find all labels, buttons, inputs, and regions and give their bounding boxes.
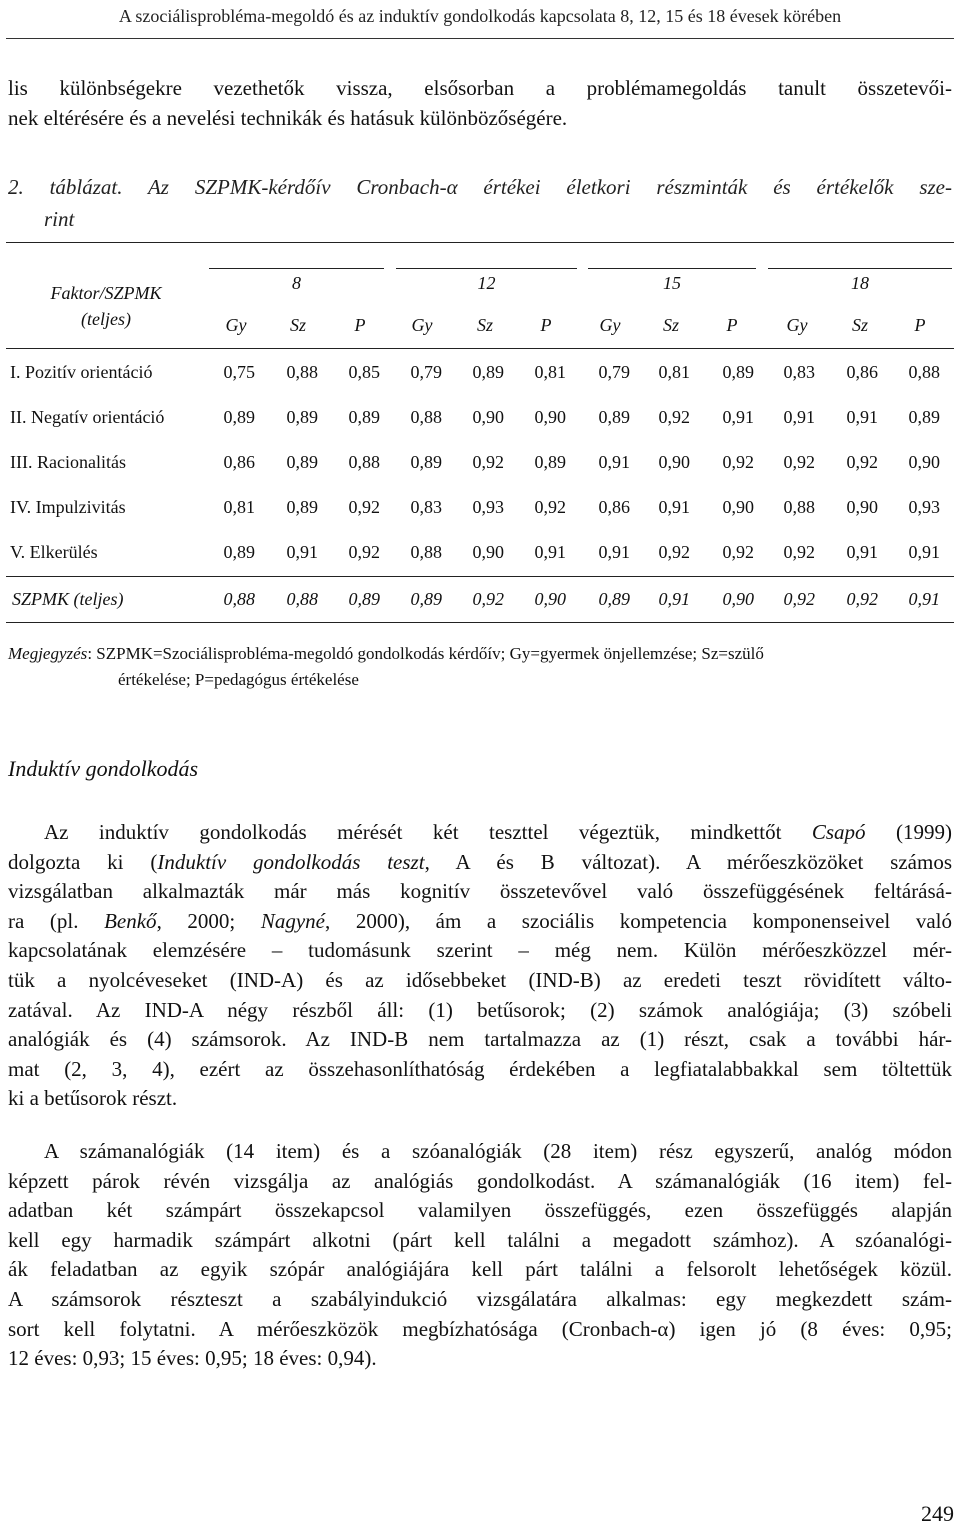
table-cell: 0,89 xyxy=(534,452,566,472)
table-total-rule xyxy=(6,576,954,577)
table-cell: 0,90 xyxy=(722,497,754,517)
age-group-rule xyxy=(768,268,952,269)
table-cell: 0,89 xyxy=(348,407,380,427)
text-line: kell egy harmadik számpárt alkotni (párt kell találni a megadott számhoz). A szóanalógi- xyxy=(8,1227,952,1252)
table-cell: 0,81 xyxy=(223,497,255,517)
table-cell: 0,93 xyxy=(472,497,504,517)
running-head: A szociálisprobléma-megoldó és az induktív gondolkodás kapcsolata 8, 12, 15 és 18 évesek körében xyxy=(118,6,842,26)
age-group-rule xyxy=(209,268,384,269)
table-cell: 0,91 xyxy=(598,542,630,562)
rater-label: Gy xyxy=(786,315,808,335)
table-cell: 0,92 xyxy=(348,542,380,562)
section-heading: Induktív gondolkodás xyxy=(8,756,199,781)
rater-label: Gy xyxy=(225,315,247,335)
table-cell: 0,92 xyxy=(783,542,815,562)
row-label: IV. Impulzivitás xyxy=(10,497,126,517)
total-cell: 0,91 xyxy=(908,589,940,609)
citation: Induktív gondolkodás teszt xyxy=(157,849,425,874)
rater-label: Sz xyxy=(289,315,306,335)
text-line: A számanalógiák (14 item) és a szóanalógiák (28 item) rész egyszerű, analóg módon xyxy=(44,1139,952,1163)
age-group-label: 8 xyxy=(292,273,301,293)
rater-label: P xyxy=(726,315,738,335)
paragraph-inductive xyxy=(8,818,952,1114)
rater-label: Sz xyxy=(662,315,679,335)
text-line: ki a betűsorok részt. xyxy=(8,1086,178,1111)
rater-label: P xyxy=(354,315,366,335)
table-cell: 0,92 xyxy=(472,452,504,472)
text-line: dolgozta ki (Induktív gondolkodás teszt, A és B változat). A mérőeszközöket számos xyxy=(8,849,953,874)
table-cell: 0,92 xyxy=(722,452,754,472)
table-cell: 0,88 xyxy=(286,362,318,382)
age-group-label: 15 xyxy=(663,273,681,293)
table-note xyxy=(8,641,952,693)
table-cell: 0,89 xyxy=(286,407,318,427)
text-line: tük a nyolcéveseket (IND-A) és az idősebbeket (IND-B) az eredeti teszt rövidített válto- xyxy=(8,967,952,992)
rater-label: P xyxy=(540,315,552,335)
total-cell: 0,90 xyxy=(534,589,566,609)
table-cell: 0,91 xyxy=(722,407,754,427)
table-cell: 0,89 xyxy=(223,407,255,427)
page-number: 249 xyxy=(921,1501,954,1526)
table-cell: 0,89 xyxy=(223,542,255,562)
age-group-label: 18 xyxy=(851,273,869,293)
text-line: A számsorok részteszt a szabályindukció vizsgálatára alkalmas: egy megkezdett szám- xyxy=(8,1286,952,1311)
table-cell: 0,93 xyxy=(908,497,940,517)
table-cell: 0,91 xyxy=(846,407,878,427)
note-text: értékelése; P=pedagógus értékelése xyxy=(118,670,359,689)
header-rule xyxy=(6,38,954,39)
table-cell: 0,88 xyxy=(348,452,380,472)
table-cell: 0,83 xyxy=(783,362,815,382)
row-label: III. Racionalitás xyxy=(10,452,126,472)
table-cell: 0,92 xyxy=(534,497,566,517)
table-cell: 0,90 xyxy=(472,542,504,562)
table-cell: 0,86 xyxy=(598,497,630,517)
total-cell: 0,89 xyxy=(348,589,380,609)
text-line: képzett párok révén vizsgálja az analógiás gondolkodást. A számanalógiák (16 item) fel- xyxy=(8,1168,952,1193)
table-cell: 0,85 xyxy=(348,362,380,382)
text-line: sort kell folytatni. A mérőeszközök megbízhatósága (Cronbach-α) igen jó (8 éves: 0,95; xyxy=(8,1316,952,1341)
table-cell: 0,92 xyxy=(658,542,690,562)
table-cell: 0,89 xyxy=(598,407,630,427)
table-cell: 0,81 xyxy=(658,362,690,382)
table-cell: 0,90 xyxy=(472,407,504,427)
table-bottom-rule xyxy=(6,622,954,623)
table-top-rule xyxy=(6,242,954,243)
table-cell: 0,86 xyxy=(223,452,255,472)
caption-line: rint xyxy=(44,207,75,231)
row-label: V. Elkerülés xyxy=(10,542,98,562)
citation: Nagyné xyxy=(260,908,325,933)
rater-label: Sz xyxy=(851,315,868,335)
text-line: ák feladatban az egyik szópár analógiájára kell párt találni a felsorolt lehetőségek közül. xyxy=(8,1257,952,1282)
text-line: zatával. Az IND-A négy részből áll: (1) betűsorok; (2) számok analógiája; (3) szóbeli xyxy=(8,997,952,1022)
table-cell: 0,92 xyxy=(348,497,380,517)
citation: Benkő xyxy=(104,908,157,933)
table-cell: 0,90 xyxy=(658,452,690,472)
table-cell: 0,75 xyxy=(223,362,255,382)
rater-label: Gy xyxy=(411,315,433,335)
caption-line: 2. táblázat. Az SZPMK-kérdőív Cronbach-α értékei életkori részminták és értékelők sze- xyxy=(8,175,952,199)
table-cell: 0,91 xyxy=(908,542,940,562)
total-cell: 0,92 xyxy=(846,589,878,609)
rater-label: Sz xyxy=(476,315,493,335)
table-cell: 0,90 xyxy=(534,407,566,427)
table-cell: 0,81 xyxy=(534,362,566,382)
table-cell: 0,83 xyxy=(410,497,442,517)
text-line: ra (pl. Benkő, 2000; Nagyné, 2000), ám a szociális kompetencia komponenseivel való xyxy=(8,908,952,933)
table-cell: 0,92 xyxy=(783,452,815,472)
table-cell: 0,89 xyxy=(286,497,318,517)
total-cell: 0,88 xyxy=(286,589,318,609)
table-cell: 0,91 xyxy=(534,542,566,562)
text-line: kapcsolatának elemzésére – tudomásunk szerint – még nem. Külön mérőeszközzel mér- xyxy=(8,938,952,963)
table-cell: 0,89 xyxy=(722,362,754,382)
row-label: II. Negatív orientáció xyxy=(10,407,165,427)
citation: Csapó xyxy=(811,820,866,844)
table-cell: 0,92 xyxy=(846,452,878,472)
table-cell: 0,91 xyxy=(658,497,690,517)
table-cell: 0,89 xyxy=(472,362,504,382)
table-caption xyxy=(8,171,952,235)
age-group-rule xyxy=(588,268,756,269)
paragraph-analogies xyxy=(8,1137,952,1374)
text-line: lis különbségekre vezethetők vissza, elsősorban a problémamegoldás tanult összetevői- xyxy=(8,76,952,100)
total-row-label: SZPMK (teljes) xyxy=(12,589,124,609)
table-cell: 0,91 xyxy=(598,452,630,472)
table-cell: 0,91 xyxy=(846,542,878,562)
table-cell: 0,89 xyxy=(908,407,940,427)
text-line: analógiák és (4) számsorok. Az IND-B nem tartalmazza az (1) részt, csak a további hár- xyxy=(8,1027,952,1052)
table-cell: 0,90 xyxy=(846,497,878,517)
note-label: Megjegyzés xyxy=(8,644,88,663)
stub-header: Faktor/SZPMK xyxy=(50,283,162,303)
total-cell: 0,90 xyxy=(722,589,754,609)
text-line: mat (2, 3, 4), ezért az összehasonlíthatóság érdekében a legfiatalabbakkal sem töltettük xyxy=(8,1056,952,1081)
total-cell: 0,89 xyxy=(598,589,630,609)
table-cell: 0,79 xyxy=(410,362,442,382)
table-cell: 0,89 xyxy=(410,452,442,472)
total-cell: 0,91 xyxy=(658,589,690,609)
stub-header: (teljes) xyxy=(81,309,131,329)
text-line: Az induktív gondolkodás mérését két teszttel végeztük, mindkettőt Csapó (1999) xyxy=(44,820,952,844)
rater-label: P xyxy=(914,315,926,335)
age-group-rule xyxy=(396,268,577,269)
table-cell: 0,90 xyxy=(908,452,940,472)
text-line: nek eltérésére és a nevelési technikák és hatásuk különbözőségére. xyxy=(8,105,568,130)
table-header-rule xyxy=(6,348,954,349)
table-cell: 0,88 xyxy=(783,497,815,517)
row-label: I. Pozitív orientáció xyxy=(10,362,153,382)
table-cell: 0,86 xyxy=(846,362,878,382)
text-line: adatban két számpárt összekapcsol valamilyen összefüggés, ezen összefüggés alapján xyxy=(8,1198,952,1223)
table-cell: 0,88 xyxy=(410,542,442,562)
table-cell: 0,92 xyxy=(658,407,690,427)
text-line: 12 éves: 0,93; 15 éves: 0,95; 18 éves: 0,94). xyxy=(8,1346,377,1371)
table-cell: 0,92 xyxy=(722,542,754,562)
table-cell: 0,89 xyxy=(286,452,318,472)
table-cell: 0,91 xyxy=(783,407,815,427)
age-group-label: 12 xyxy=(477,273,496,293)
table-cell: 0,88 xyxy=(410,407,442,427)
intro-paragraph xyxy=(8,74,952,133)
table-cell: 0,88 xyxy=(908,362,940,382)
text-line: vizsgálatban alkalmazták már más kognitív összetevővel való összefüggésének feltárásá- xyxy=(8,879,952,904)
total-cell: 0,88 xyxy=(223,589,255,609)
table-cell: 0,91 xyxy=(286,542,318,562)
total-cell: 0,89 xyxy=(410,589,442,609)
table-cell: 0,79 xyxy=(598,362,630,382)
note-text: : SZPMK=Szociálisprobléma-megoldó gondolkodás kérdőív; Gy=gyermek önjellemzése; Sz=szülő xyxy=(87,644,764,663)
total-cell: 0,92 xyxy=(472,589,504,609)
total-cell: 0,92 xyxy=(783,589,815,609)
rater-label: Gy xyxy=(599,315,621,335)
